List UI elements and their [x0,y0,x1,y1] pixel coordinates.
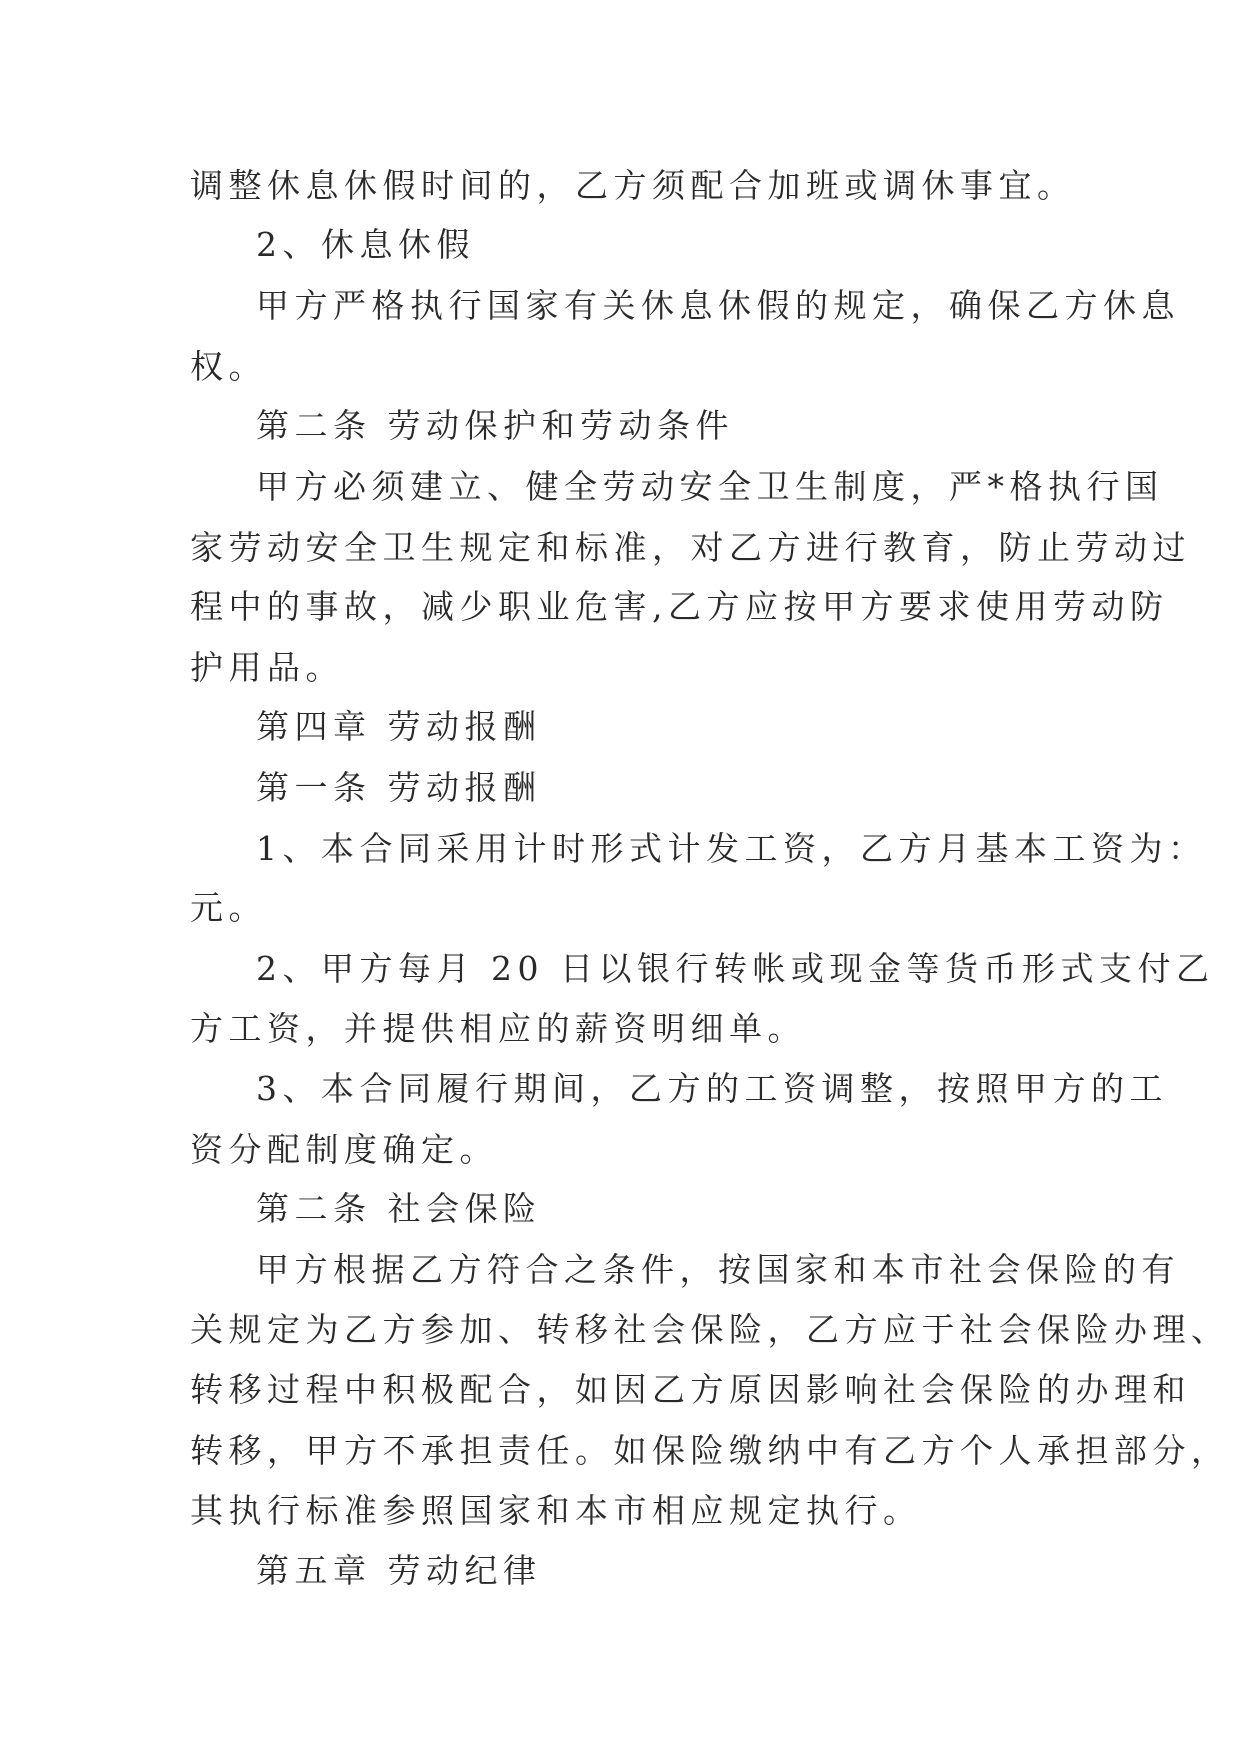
text-line: 元。 [190,888,267,927]
text-line: 家劳动安全卫生规定和标准，对乙方进行教育，防止劳动过 [190,528,1191,567]
chapter-heading: 第五章 劳动纪律 [256,1551,542,1590]
text-line: 调整休息休假时间的，乙方须配合加班或调休事宜。 [190,166,1076,205]
text-line: 方工资，并提供相应的薪资明细单。 [190,1009,806,1048]
text-line: 程中的事故，减少职业危害,乙方应按甲方要求使用劳动防 [190,587,1169,626]
text-line: 权。 [190,347,267,386]
text-line: 资分配制度确定。 [190,1130,498,1169]
text-line: 2、休息休假 [256,225,475,264]
text-line: 甲方严格执行国家有关休息休假的规定，确保乙方休息 [256,286,1180,325]
section-heading: 第一条 劳动报酬 [256,768,542,807]
chapter-heading: 第四章 劳动报酬 [256,707,542,746]
text-line: 关规定为乙方参加、转移社会保险，乙方应于社会保险办理、 [190,1310,1230,1349]
text-line: 2、甲方每月 20 日以银行转帐或现金等货币形式支付乙 [256,949,1215,988]
text-line: 1、本合同采用计时形式计发工资，乙方月基本工资为： [256,829,1207,868]
text-line: 甲方根据乙方符合之条件，按国家和本市社会保险的有 [256,1250,1180,1289]
text-line: 转移，甲方不承担责任。如保险缴纳中有乙方个人承担部分， [190,1431,1230,1470]
text-line: 其执行标准参照国家和本市相应规定执行。 [190,1491,922,1530]
text-line: 转移过程中积极配合，如因乙方原因影响社会保险的办理和 [190,1370,1191,1409]
text-line: 甲方必须建立、健全劳动安全卫生制度，严*格执行国 [256,467,1164,506]
section-heading: 第二条 劳动保护和劳动条件 [256,406,734,445]
text-line: 3、本合同履行期间，乙方的工资调整，按照甲方的工 [256,1069,1168,1108]
section-heading: 第二条 社会保险 [256,1189,542,1228]
text-line: 护用品。 [190,648,344,687]
